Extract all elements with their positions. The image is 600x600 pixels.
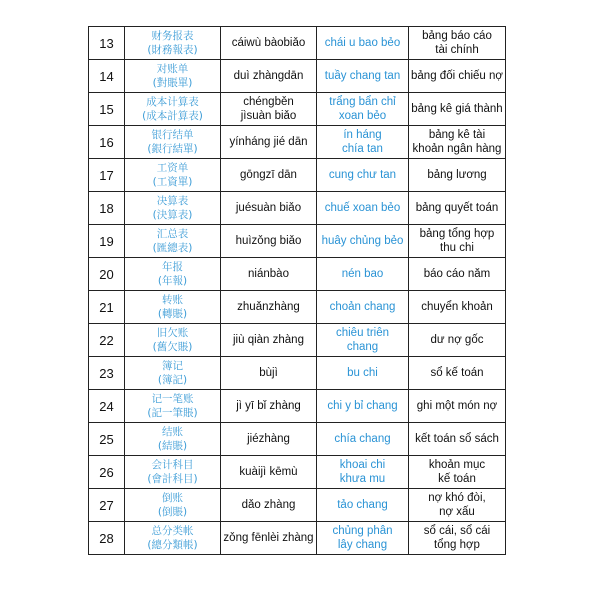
meaning-cell [409, 192, 506, 225]
vietnamese-reading-cell [317, 456, 409, 489]
row-number: 25 [89, 423, 125, 456]
table-row [89, 126, 506, 159]
pinyin-line: duì zhàngdān [233, 70, 304, 82]
vietnamese-reading-cell [317, 27, 409, 60]
vietnamese-reading-cell [317, 60, 409, 93]
pinyin-line: chéngběn [243, 96, 294, 108]
traditional-chinese: (工資單) [152, 176, 193, 188]
meaning-cell [409, 423, 506, 456]
table-row [89, 489, 506, 522]
vietnamese-reading-cell [317, 225, 409, 258]
pinyin-line: bùjì [259, 367, 278, 379]
chinese-term-cell [125, 159, 221, 192]
vietnamese-reading-line: chiêu triên [335, 327, 390, 339]
meaning-cell [409, 324, 506, 357]
vietnamese-reading-line: trẩng bẩn chỉ [329, 96, 396, 108]
vietnamese-reading-line: nén bao [341, 268, 384, 280]
meaning-line: khoản ngân hàng [412, 143, 502, 155]
chinese-term-cell [125, 291, 221, 324]
meaning-line: sổ cái, sổ cái [423, 525, 491, 537]
vietnamese-reading-cell [317, 489, 409, 522]
vietnamese-reading-line: choản chang [329, 301, 396, 313]
chinese-term-cell [125, 456, 221, 489]
pinyin-line: dǎo zhàng [241, 499, 296, 511]
pinyin-line: jì yī bǐ zhàng [236, 400, 301, 412]
traditional-chinese: (倒賬) [157, 506, 188, 518]
vietnamese-reading-line: tuầy chang tan [324, 70, 401, 82]
pinyin-cell [221, 357, 317, 390]
simplified-chinese: 工资单 [156, 162, 189, 174]
vietnamese-reading-line: chái u bao bẻo [324, 37, 401, 49]
pinyin-cell [221, 324, 317, 357]
meaning-cell [409, 159, 506, 192]
row-number: 21 [89, 291, 125, 324]
chinese-term-cell [125, 390, 221, 423]
meaning-line: chuyển khoản [421, 301, 493, 313]
simplified-chinese: 财务报表 [151, 30, 194, 42]
chinese-term-cell [125, 423, 221, 456]
meaning-cell [409, 291, 506, 324]
meaning-line: bảng kê tài [428, 129, 486, 141]
traditional-chinese: (決算表) [152, 209, 193, 221]
simplified-chinese: 倒账 [162, 492, 183, 504]
chinese-term-cell [125, 357, 221, 390]
table-row [89, 60, 506, 93]
pinyin-cell [221, 522, 317, 555]
simplified-chinese: 决算表 [156, 195, 189, 207]
table-row [89, 456, 506, 489]
meaning-line: sổ kế toán [430, 367, 484, 379]
traditional-chinese: (轉賬) [157, 308, 188, 320]
pinyin-cell [221, 390, 317, 423]
pinyin-cell [221, 225, 317, 258]
vietnamese-reading-line: chi y bỉ chang [327, 400, 398, 412]
table-row [89, 324, 506, 357]
row-number: 23 [89, 357, 125, 390]
vietnamese-reading-cell [317, 93, 409, 126]
pinyin-line: niánbào [248, 268, 289, 280]
pinyin-line: jiézhàng [247, 433, 290, 445]
meaning-line: dư nợ gốc [430, 334, 484, 346]
row-number: 20 [89, 258, 125, 291]
chinese-term-cell [125, 258, 221, 291]
meaning-line: khoản mục [428, 459, 486, 471]
vietnamese-reading-cell [317, 390, 409, 423]
table-row [89, 27, 506, 60]
vocabulary-table-body [89, 27, 506, 555]
meaning-cell [409, 93, 506, 126]
simplified-chinese: 旧欠账 [156, 327, 189, 339]
pinyin-line: huìzǒng biǎo [235, 235, 302, 247]
chinese-term-cell [125, 192, 221, 225]
simplified-chinese: 转账 [162, 294, 183, 306]
pinyin-cell [221, 93, 317, 126]
meaning-cell [409, 456, 506, 489]
simplified-chinese: 成本计算表 [146, 96, 199, 108]
vietnamese-reading-line: khoai chi [339, 459, 386, 471]
traditional-chinese: (記一筆賬) [147, 407, 198, 419]
vietnamese-reading-line: khưa mu [339, 473, 386, 485]
traditional-chinese: (對賬單) [152, 77, 193, 89]
vietnamese-reading-line: chía chang [334, 433, 391, 445]
vietnamese-reading-line: chang [346, 341, 379, 353]
meaning-cell [409, 357, 506, 390]
pinyin-cell [221, 27, 317, 60]
meaning-cell [409, 225, 506, 258]
pinyin-line: gōngzī dān [240, 169, 297, 181]
traditional-chinese: (銀行結單) [147, 143, 198, 155]
meaning-line: bảng kê giá thành [411, 103, 503, 115]
meaning-line: bảng lương [427, 169, 487, 181]
pinyin-cell [221, 192, 317, 225]
vietnamese-reading-cell [317, 159, 409, 192]
table-row [89, 258, 506, 291]
row-number: 26 [89, 456, 125, 489]
chinese-term-cell [125, 522, 221, 555]
pinyin-cell [221, 489, 317, 522]
simplified-chinese: 总分类帐 [151, 525, 194, 537]
row-number: 19 [89, 225, 125, 258]
simplified-chinese: 结账 [162, 426, 183, 438]
pinyin-line: jìsuàn biǎo [240, 110, 297, 122]
vietnamese-reading-cell [317, 324, 409, 357]
meaning-cell [409, 60, 506, 93]
row-number: 18 [89, 192, 125, 225]
meaning-cell [409, 390, 506, 423]
vietnamese-reading-cell [317, 291, 409, 324]
meaning-line: nợ khó đòi, [428, 492, 486, 504]
pinyin-cell [221, 291, 317, 324]
meaning-line: nợ xấu [439, 506, 475, 518]
chinese-term-cell [125, 225, 221, 258]
vietnamese-reading-line: xoan bẻo [338, 110, 387, 122]
vietnamese-reading-line: ín háng [343, 129, 382, 141]
vietnamese-reading-cell [317, 258, 409, 291]
pinyin-cell [221, 456, 317, 489]
row-number: 22 [89, 324, 125, 357]
pinyin-line: zhuǎnzhàng [237, 301, 300, 313]
row-number: 13 [89, 27, 125, 60]
meaning-cell [409, 27, 506, 60]
meaning-cell [409, 522, 506, 555]
vietnamese-reading-line: bu chi [347, 367, 378, 379]
table-row [89, 390, 506, 423]
pinyin-line: cáiwù bàobiǎo [231, 37, 306, 49]
traditional-chinese: (結賬) [157, 440, 188, 452]
simplified-chinese: 年报 [162, 261, 183, 273]
vietnamese-reading-line: huây chủng bẻo [321, 235, 404, 247]
meaning-line: bảng đối chiếu nợ [411, 70, 503, 82]
meaning-line: báo cáo năm [423, 268, 491, 280]
row-number: 24 [89, 390, 125, 423]
traditional-chinese: (年報) [157, 275, 188, 287]
traditional-chinese: (簿記) [157, 374, 188, 386]
meaning-line: bảng tổng hợp [419, 228, 495, 240]
vietnamese-reading-line: chuế xoan bẻo [324, 202, 401, 214]
pinyin-cell [221, 159, 317, 192]
pinyin-line: jiù qiàn zhàng [233, 334, 304, 346]
table-row [89, 357, 506, 390]
pinyin-cell [221, 60, 317, 93]
meaning-cell [409, 489, 506, 522]
meaning-line: bảng báo cáo [422, 30, 492, 42]
meaning-cell [409, 126, 506, 159]
traditional-chinese: (會計科目) [147, 473, 198, 485]
traditional-chinese: (成本計算表) [142, 110, 203, 122]
meaning-line: ghi một món nợ [416, 400, 498, 412]
chinese-term-cell [125, 126, 221, 159]
table-row [89, 93, 506, 126]
pinyin-line: zǒng fēnlèi zhàng [223, 532, 314, 544]
table-row [89, 291, 506, 324]
vietnamese-reading-cell [317, 423, 409, 456]
meaning-line: kế toán [438, 473, 476, 485]
vietnamese-reading-line: chủng phân [332, 525, 393, 537]
row-number: 15 [89, 93, 125, 126]
row-number: 14 [89, 60, 125, 93]
pinyin-cell [221, 258, 317, 291]
meaning-line: bảng quyết toán [415, 202, 499, 214]
meaning-line: tài chính [435, 44, 479, 56]
pinyin-line: yínháng jié dān [229, 136, 308, 148]
pinyin-cell [221, 126, 317, 159]
pinyin-line: kuàijì kēmù [239, 466, 298, 478]
simplified-chinese: 簿记 [162, 360, 183, 372]
vietnamese-reading-cell [317, 192, 409, 225]
chinese-term-cell [125, 93, 221, 126]
simplified-chinese: 银行结单 [151, 129, 194, 141]
chinese-term-cell [125, 27, 221, 60]
chinese-term-cell [125, 489, 221, 522]
vietnamese-reading-line: tảo chang [337, 499, 388, 511]
traditional-chinese: (總分類帳) [147, 539, 198, 551]
meaning-cell [409, 258, 506, 291]
vietnamese-reading-line: cung chư tan [328, 169, 397, 181]
simplified-chinese: 对账单 [156, 63, 189, 75]
table-row [89, 423, 506, 456]
chinese-term-cell [125, 324, 221, 357]
table-row [89, 159, 506, 192]
simplified-chinese: 会计科目 [151, 459, 194, 471]
meaning-line: kết toán sổ sách [415, 433, 499, 445]
simplified-chinese: 汇总表 [156, 228, 189, 240]
table-row [89, 192, 506, 225]
row-number: 16 [89, 126, 125, 159]
pinyin-cell [221, 423, 317, 456]
table-row [89, 522, 506, 555]
traditional-chinese: (匯總表) [152, 242, 193, 254]
vocabulary-table [88, 26, 506, 555]
meaning-line: tổng hợp [434, 539, 480, 551]
vietnamese-reading-line: chía tan [342, 143, 383, 155]
vietnamese-reading-line: lây chang [337, 539, 388, 551]
row-number: 28 [89, 522, 125, 555]
chinese-term-cell [125, 60, 221, 93]
simplified-chinese: 记一笔账 [151, 393, 194, 405]
vietnamese-reading-cell [317, 522, 409, 555]
meaning-line: thu chi [440, 242, 474, 254]
traditional-chinese: (舊欠賬) [152, 341, 193, 353]
vietnamese-reading-cell [317, 126, 409, 159]
pinyin-line: juésuàn biǎo [235, 202, 302, 214]
row-number: 27 [89, 489, 125, 522]
vietnamese-reading-cell [317, 357, 409, 390]
traditional-chinese: (財務報表) [147, 44, 198, 56]
table-row [89, 225, 506, 258]
row-number: 17 [89, 159, 125, 192]
